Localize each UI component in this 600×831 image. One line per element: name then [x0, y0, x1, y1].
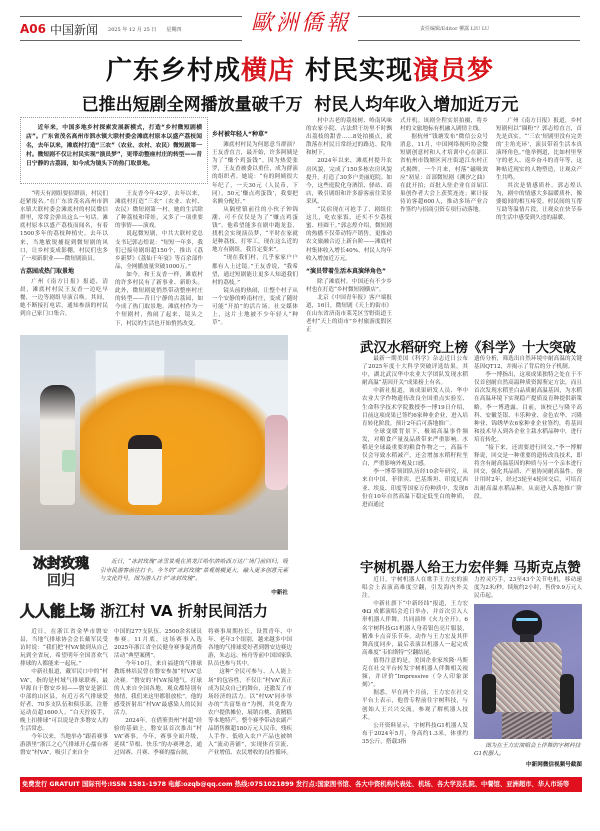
lead-col3b-para: 从隔壁镇前往的小伙子钟锦潮，可不仅仅是为了“赚点鸡蛋钱”。他希望能多在剧中跑龙套，找机会实现演员梦，“平时在家就是种荔枝、打零工，现在这么近的地方有剧组，我肯定要来”。 — [212, 206, 298, 254]
lead-col3-para: 滩底村村民为何愿意当群演？王友香直言，最开始，许多阿姨是为了“赚个鸡蛋钱”。因为热爱张罗，王友香被委以重任，成为群演的组织者。她说：“有的阿姨很大年纪了，一天30元（人民币，下同），50元‘赚点鸡蛋钱’，我要把名额分配好。” — [212, 142, 298, 205]
rice-col2c-para: “接下来，还需要进行回交。”李一博解释说，回交是一种重要的遗传改良技术，即将含有耐高温基因的种质与另一个亲本进行回交，强化其品质、产量协同耐高温性。预计用时2年，经过3轮至4轮回交后，可培育出耐高温水稻品种，从而进入落地推广阶段。 — [474, 445, 582, 500]
footer-text: 免费发行 GRATUIT 国际刊号:ISSN 1581-1978 电邮:ozqb@qq.com 热线:0751021899 发行点:国家图书馆、各大中资机构代表处、机场、各大学及孔院、中餐馆、亚洲超市、华人市场等 — [22, 781, 570, 788]
rice-col1-para: 最新一期美国《科学》杂志近日公布了2025年度十大科学突破评选结果。其中，湖北武汉华中农业大学团队发现水稻耐高温“基因开关”成果榜上有名。 — [362, 356, 468, 387]
ice-rose-title-line1: 冰封玫瑰 — [33, 556, 89, 572]
lead-col-4 — [306, 117, 392, 334]
lead-headline-red1: 横店 — [240, 56, 295, 86]
rice-col1d-para: 李一博带领团队历经10余年研究，从来自中国、菲律宾、巴基斯坦、印度尼西亚、埃及、印度等国家万份种质中，发现8份在10年自然高温下稳定低垩白的种质，进而通过 — [362, 469, 468, 508]
lead-col3d-para: 镜头前的热闹，让整个村子从一个安静的岭南村庄，变成了随时可能“开拍”的活片场。社交媒体上，这片土地被不少年轻人“种草”。 — [212, 287, 298, 327]
lead-summary-box — [20, 117, 208, 184]
village-va-col3-para: 将赛事周期拉长，设置青年、中年、老年3个组别，越来越多中国各地的气排球爱好者到磐安边赛边游，朱志远、杨舟等前中国国家队队员也参与其中。 — [208, 629, 292, 668]
person-standing — [40, 385, 75, 505]
issue-date: 2025 年 12 月 25 日 — [108, 26, 157, 33]
lead-col5b-para: 据杭州“钱塘发布”微信公众号消息，11月，中国网络视听协会微短剧创意村和人才培训中心在浙江省杭州市钱塘区河庄街道江东村正式揭牌。一个月来，村落“磁吸效应”初显：首部微短剧《溯汐之曲》在此开拍；首批入驻企业在首届江巢创作者大会上获奖连连；累计接待访客超600人，推动多场产业合作签约与招商引资专项行动落地。 — [400, 134, 488, 214]
page-header — [20, 20, 181, 38]
robot-col2-para: 力控灵巧手，23至43个关节电机，移动速度为2米/秒，续航约2小时，售价9.9万元人民币起。 — [474, 577, 582, 600]
lead-col-2 — [115, 190, 203, 327]
ice-rose-photo — [20, 335, 288, 550]
ice-rose-credit: 中新社 — [271, 590, 288, 596]
robot-photo — [474, 604, 582, 739]
village-va-col1-para: 近日，在浙江省金华市磐安县，当地气排球协会会长戴军民受访时说：“我们把‘村VA’做到从自己玩到全省玩，希望明年全国喜欢气排球的人都能来一起玩。” — [20, 629, 108, 668]
person-pink — [265, 415, 288, 490]
ice-rose-title — [25, 556, 97, 590]
issue-weekday: 星期四 — [166, 26, 182, 33]
robot-col1e-para: 公开资料显示，宇树科技G1机器人发布于2024年5月，身高约1.3米，体重约35公斤，搭载3指 — [362, 722, 468, 745]
robot-col1-para: 近日，宇树机器人在歌手王力宏的演唱会上表演高难度空翻，引发海内外关注。 — [362, 577, 468, 600]
lead-headline-part2: 村民实现 — [294, 56, 414, 86]
rice-col2-para: 遗传分析，筛选出自然环境中耐高温的关键基因QT12，并揭示了背后的分子机制。 — [474, 356, 582, 371]
village-va-col-3 — [208, 628, 292, 776]
robot-right-arm — [560, 674, 574, 714]
lead-col4e-para: 北京《中国青年报》客户端报道，16日，微短剧《天上的街市》在山东省济南市莱芜区雪野街道王老村“天上的街市”乡村旅游度假区正 — [306, 294, 392, 334]
rice-col2b-para: 李一博指出，这项成果独特之处在于不仅首创耐自然高温种质资源鉴定方法，而且首次发现水稻垩白品质耐高温基因，为水稻在高温环境下实现稳产提质及育种提供新策略。李一博透露，目前，该校已与隆平高科、安徽荃银、丰乐种业、金色农华、兴隆种业、锦绣华农6家种业企业签约，将基因和技术导入到各企业主栽水稻品种中，进行培育转化。 — [474, 372, 582, 443]
rice-col1b-para: 中新社报道，该成果研发人员、华中农业大学作物遗传改良全国重点实验室、生命科学技术学院教授李一博19日介绍，目前这项成果已签约6家种业企业，进入培育转化阶段，预计2年后可落地推广。 — [362, 388, 468, 427]
robot-headline: 宇树机器人给王力宏伴舞 马斯克点赞 — [360, 560, 581, 576]
village-va-headline-outline: 人人能上场 — [20, 602, 96, 620]
village-va-col-2 — [114, 628, 202, 776]
lead-col4-heading: “演员带着生活本真演绎角色” — [306, 267, 386, 275]
lead-col4d-para: 除了滩底村，中国还有不少乡村也在打造“乡村微短剧横店”。 — [306, 278, 392, 293]
lead-col2b-para: 说起微短剧，中共大联村党总支书记郭志煌说：“短短一年多，我们已接待剧组超150个，推出《荔乡新梦》《荔仙千年宴》等百余部作品，全网播放量突破1000万。” — [115, 231, 203, 270]
village-va-col1b-para: 中新社报道，戴军民口中的“村VA”，指的是村域气排球联赛，最早源自于磐安乡间——磐安是浙江中部的山区县，有近万名气排球爱好者、70多支队伍和俱乐部，注册运动员超1600人。“白天拧扳手，晚上扣排球”可以说是许多磐安人的生活常态。 — [20, 669, 108, 733]
lead-col-6 — [496, 117, 582, 320]
robot-head — [512, 610, 542, 636]
rice-col1c-para: 全球变暖背景下，极端高温事件频发，对粮食产量及品质带来严重影响。水稻是全球最重要的粮食作物之一，高温不仅会导致水稻减产，还会增加水稻籽粒垩白，严重影响外观及口感。 — [362, 428, 468, 468]
village-va-col3b-para: 这种“全民可参与、人人能上场”的包容性，不仅让“村VA”真正成为民众自己的舞台，还激发了市场经济的活力。以“村VA”同步举办的“共富集市”为例，其免费为农户提供摊位，展销白桃、黄精糕等本地特产。整个赛季带动农副产品销售额超180万元人民币，残疾人手作、低收入农户产品也被纳入“流动善铺”，实现体育引流、产业增值、农民增收的良性循环。 — [208, 669, 292, 757]
person-sitting — [128, 435, 162, 505]
lead-headline-part1: 广东乡村成 — [105, 56, 241, 86]
lead-col3c-para: “现在我们村，几乎家家户户都有人上过镜。”王友香说，“我希望，通过短剧能让更多人知道我们村的荔枝。” — [212, 255, 298, 286]
ice-rose-caption: 近日，“冰封玫瑰”冰雪景观在黑龙江哈尔滨哈西万达广场门前回归，吸引市民游客前往打卡。今冬的“冰封玫瑰”景观规模更大，融入更多创意元素与文化符号，图为游人打卡“冰封玫瑰”。 — [100, 559, 288, 582]
header-rule-top-left — [20, 16, 242, 17]
rice-col-2 — [474, 355, 582, 558]
lead-col-5 — [400, 117, 488, 320]
header-rule-bottom-right — [358, 40, 580, 41]
lead-summary: 近年来，中国多地乡村探索发展新模式，打造“乡村微短剧横店”。广东省茂名高州市泗水镇大联村委会滩底村原本以盛产荔枝闻名，去年以来，滩底村打造“三农”（农业、农村、农民）微短剧第一村。微短剧不仅让村民实现“演员梦”，更带动整座村庄的转型——昔日宁静的古荔园，如今成为镜头下的热门取景地。 — [26, 125, 202, 167]
lead-col-3 — [212, 117, 298, 327]
section-name: 中国新闻 — [50, 22, 99, 37]
header-rule-bottom-left — [20, 40, 242, 41]
robot-sequin-jacket — [492, 642, 562, 712]
village-va-col-1 — [20, 628, 108, 776]
lead-col1-heading: 古荔园成热门取景地 — [20, 267, 75, 275]
robot-col-2 — [474, 576, 582, 602]
robot-legs — [502, 712, 552, 739]
lead-col5-para: 式开机。该剧全程实景拍摄，将乡村的文旅地标有机融入剧情主线。 — [400, 118, 488, 133]
lead-col2c-para: 如今，和王友香一样，滩底村的许多村民有了新事业、新盼头。此外，微短剧更悄然带动整座村庄的转型——昔日宁静的古荔园，如今成了热门取景地。滩底村作为一个短剧村，热闹了起来，镜头之下，村民的生活也开始悄然改变。 — [115, 271, 203, 327]
village-va-col2-para: 中国的277支队伍、2500余名球员参赛。11月底，这场赛事入选2025年浙江省全民健身赛事促消费活动“典型案例”。 — [114, 629, 202, 660]
rice-col-1 — [362, 355, 468, 558]
village-va-headline — [20, 600, 290, 621]
robot-left-arm — [482, 674, 496, 714]
editor-credit: 责任编辑/Editor 柳露 LIU LU — [420, 26, 490, 32]
lead-col1b-para: 广州《南方日报》报道，清晨，滩底村村民王友香一边吃早餐，一边等剧组导演召唤。其间，她不断接打电话，通知参演的村民到自己家门口集合。 — [20, 278, 108, 318]
robot-col1c-para: 值得注意的是，美国企业家埃隆·马斯克在社交平台转发宇树机器人伴舞相关视频，并评价“Impressive（令人印象深刻）”。 — [362, 657, 468, 689]
lead-col3-heading: 乡村被年轻人“种草” — [212, 131, 268, 138]
robot-photo-credit: 中新网微信视频号截图 — [526, 762, 582, 768]
village-va-headline-rest: 浙江村 VA 折射民间活力 — [95, 602, 268, 620]
village-va-col1c-para: 今年以来，当地举办“跟着赛事游浙里”浙江之心气排球开心擂台赛磐安“村VA”，吸引了来自全 — [20, 734, 108, 757]
footer-bar — [20, 777, 582, 792]
lead-col4b-para: 2024年以来，滩底村提升农房风貌，完成了150多栋农房风貌提升，打造了30多户美丽庭院。如今，这些庭院化身酒馆、驿站、商店，吸引剧组和许多游客前往采景采风。 — [306, 158, 392, 205]
village-va-col2b-para: 今年10月，来自福建的气排球教练林培民曾在磐安参加“村VA”总决赛。“磐安的‘村VA’接地气，打球的人来自全国各地，观众都特别有热情，我们来这里都很放松”，他的感受折射出“村VA”最感染人的民间活力。 — [114, 661, 202, 716]
marigold-pile — [80, 375, 280, 515]
village-va-col2c-para: 2024年，在借鉴贵州“村超”经验的基础上，磐安县首次推出“村VA”赛事。今年，赛事全面升级，延续“草根、快乐”的办赛理念，通过周赛、月赛、季赛的擂台制， — [114, 718, 202, 757]
robot-visor-light — [516, 618, 538, 621]
green-bag — [62, 450, 76, 472]
header-rule-top-right — [358, 16, 580, 17]
lead-headline-red2: 演员梦 — [413, 56, 495, 86]
lead-subheadline: 已推出短剧全网播放量破千万 村民人均年收入增加近万元 — [81, 95, 519, 115]
robot-col1d-para: 据悉，早在两个月前，王力宏在社交平台上表示，他曾专程前往宇树科技，与创始人王兴兴交流，参观了解机器人技术。 — [362, 690, 468, 721]
page-code: A06 — [20, 22, 46, 36]
robot-col1b-para: 中新社旗下“中新经纬”报道，王力宏 ΦΩ 成都演唱会近日举办，并首次引入人形机器人伴舞，共同演绎《火力全开》。6名宇树科技G1机器人身着银色亮片服装，精准卡点音乐节奏，动作与王力宏及其伴舞高度同步，最后表演以机器人一起完成高难度“韦伯斯特”空翻结尾。 — [362, 601, 468, 656]
lead-col4-para: 村中古老的荔枝树、岭南风味的农家小院、古法烘干坊里不时飘出荔枝的甜香……8处拍摄点，就散落在村民日常经过的路边、院角和树下。 — [306, 118, 392, 157]
lead-col4c-para: “民宿现在可抢手了，剧组住这儿，吃农家饭，还买不少荔枝蜜、桂圆干。”郭志煌介绍，微短剧的热播不仅带动特产销售，更推动农文旅融合迈上新台阶——滩底村村集体收入增长40%，村民人均年收入增加近万元。 — [306, 207, 392, 262]
robot-col-1 — [362, 576, 468, 776]
robot-photo-caption: 图为在王力宏演唱会上伴舞的宇树科技G1机器人。 — [474, 743, 581, 757]
lead-col1-para: “明天有剧组要招群演，村民们赶紧报名。”在广东省茂名高州市泗水镇大联村委会滩底村的村民微信群里，常常会弹出这么一句话。滩底村原本以盛产荔枝而闻名，有着1500多年的荔枝种植史。去年以来，当地敏锐捕捉到微短剧的风口，让乡村变成影棚，村民们也多了一项新职业——微短剧演员。 — [20, 191, 108, 262]
lead-col-1 — [20, 190, 108, 320]
lead-col2-para: 王友香今年42岁，去年以来，滩底村打造“三农”（农业、农村、农民）微短剧第一村，她的生活除了种荔枝和带娃，又多了一项重要的事情——演戏。 — [115, 191, 203, 230]
lead-col5c-para: 广州《南方日报》报道，乡村短剧何以“圈粉”？郭志煌直言，首先是真实。“‘三农’短剧里没有完美的‘主角光环’，演员带着生活本真演绎角色。”他举例道，比如村里坚守的老人、返乡奋斗的青年等，这种贴近现实的人物塑造，让观众产生共鸣。 — [496, 118, 582, 181]
lead-col5d-para: 其次是情感质朴。郭志煌认为，剧中的情感大多温暖质朴，像婆媳间的相互疼爱、村民间的互帮互助等温情片段，让观众在快节奏的生活中感受到久违的温暖。 — [496, 182, 582, 222]
ice-rose-title-line2: 回归 — [47, 573, 75, 589]
lead-headline — [0, 50, 600, 87]
masthead-logo: 歐洲僑報 — [250, 11, 351, 36]
rice-headline: 武汉水稻研究上榜《科学》十大突破 — [360, 340, 576, 356]
